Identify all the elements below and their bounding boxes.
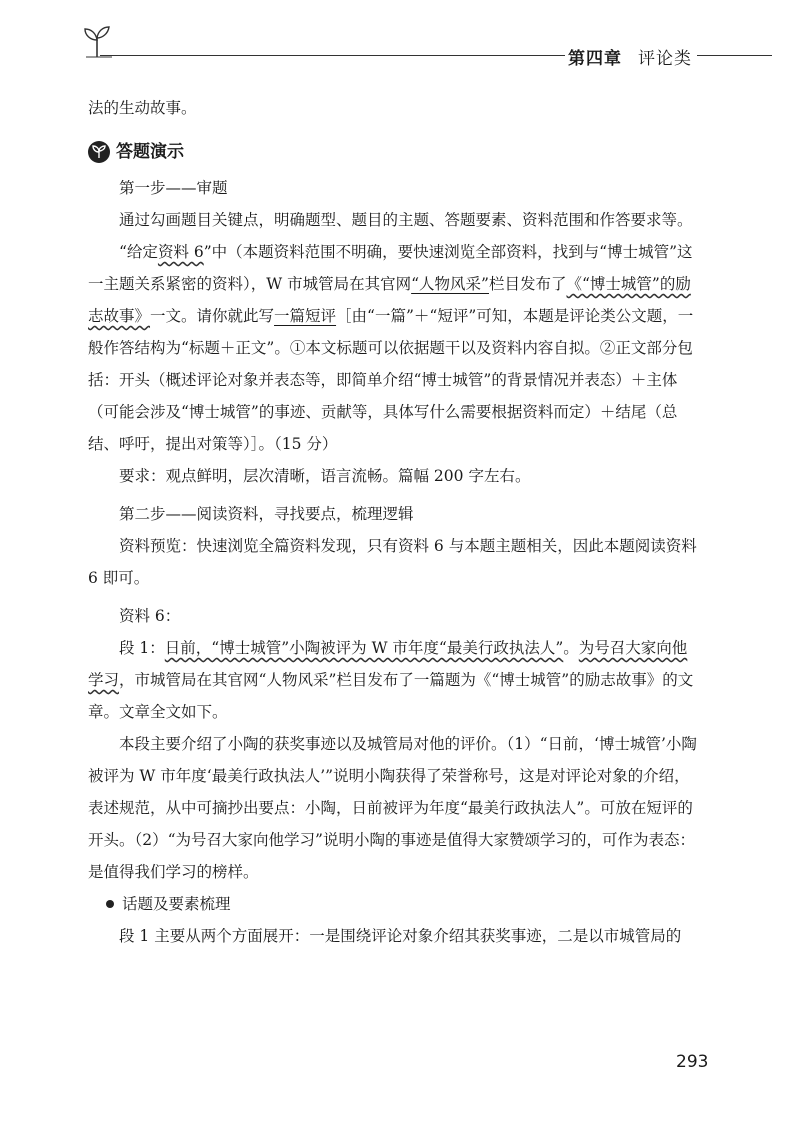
segment-analysis: 本段主要介绍了小陶的获奖事迹以及城管局对他的评价。（1）“日前，‘博士城管’小陶被评为 W 市年度‘最美行政执法人’”说明小陶获得了荣誉称号，这是对评论对象的介绍，表述规范，从中可摘抄出要点：小陶，日前被评为年度“最美行政执法人”。可放在短评的开头。（2）“为号召大家向他学习”说明小陶的事迹是值得大家赞颂学习的，可作为表态：是值得我们学习的榜样。: [88, 735, 697, 881]
chapter-number: 第四章: [568, 49, 622, 69]
segment-text: 。: [563, 639, 579, 657]
header-rule-right: [697, 55, 772, 56]
question-text: 栏目发布了: [488, 275, 567, 293]
continued-line: 法的生动故事。: [88, 99, 197, 117]
section-heading: [88, 136, 700, 168]
material-preview: 资料预览：快速浏览全篇资料发现，只有资料 6 与本题主题相关，因此本题阅读资料 6 即可。: [88, 537, 697, 587]
section-heading-text: 答题演示: [116, 142, 184, 162]
question-text: ”中（本题资料范围不明确，要快速浏览全部资料，找到与“博士城管”这一主题关系紧密的资料），W 市城管局在其官网: [88, 243, 693, 293]
chapter-type: 评论类: [638, 49, 692, 69]
question-keyword: 资料 6: [157, 243, 204, 261]
step-2-title: 第二步——阅读资料，寻找要点，梳理逻辑: [119, 505, 414, 523]
segment-text: 段 1：: [119, 639, 165, 657]
question-keyword: “人物风采”: [411, 275, 489, 293]
leaf-badge-icon: [88, 141, 110, 163]
page-header: [0, 0, 800, 70]
paragraph-review: 通过勾画题目关键点，明确题型、题目的主题、答题要素、资料范围和作答要求等。: [119, 211, 693, 229]
segment-keyword: 日前，“博士城管”小陶被评为 W 市年度“最美行政执法人”: [164, 639, 564, 657]
bullet-item: [88, 888, 700, 920]
segment-keyword: 为号召大家向他学习: [88, 639, 688, 689]
step-1-title: 第一步——审题: [119, 179, 228, 197]
page-body: [88, 92, 700, 952]
paragraph-question: [88, 236, 700, 460]
final-line: 段 1 主要从两个方面展开：一是围绕评论对象介绍其获奖事迹，二是以市城管局的: [119, 927, 682, 945]
question-keyword: 一篇短评: [274, 307, 337, 325]
material-label: 资料 6：: [119, 607, 181, 625]
chapter-title: [568, 44, 692, 69]
segment-1: [88, 632, 700, 728]
header-rule-left: [100, 55, 565, 56]
segment-text: ，市城管局在其官网“人物风采”栏目发布了一篇题为《“博士城管”的励志故事》的文章。文章全文如下。: [88, 671, 694, 721]
bullet-dot-icon: [106, 900, 114, 908]
question-text: 一文。请你就此写: [150, 307, 275, 325]
question-keyword: 《“博士城管”的励志故事》: [88, 275, 691, 325]
sprout-icon: [82, 24, 112, 58]
bullet-text: 话题及要素梳理: [122, 895, 231, 913]
question-text: ［由“一篇”＋“短评”可知，本题是评论类公文题，一般作答结构为“标题＋正文”。①本文标题可以依据题干以及资料内容自拟。②正文部分包括：开头（概述评论对象并表态等，即简单介绍“博士城管”的背景情况并表态）＋主体（可能会涉及“博士城管”的事迹、贡献等，具体写什么需要根据资料而定）＋结尾（总结、呼吁，提出对策等）］。（15 分）: [88, 307, 694, 453]
question-text: “给定: [119, 243, 158, 261]
requirements: 要求：观点鲜明，层次清晰，语言流畅。篇幅 200 字左右。: [119, 467, 531, 485]
page-number: 293: [676, 1052, 709, 1072]
